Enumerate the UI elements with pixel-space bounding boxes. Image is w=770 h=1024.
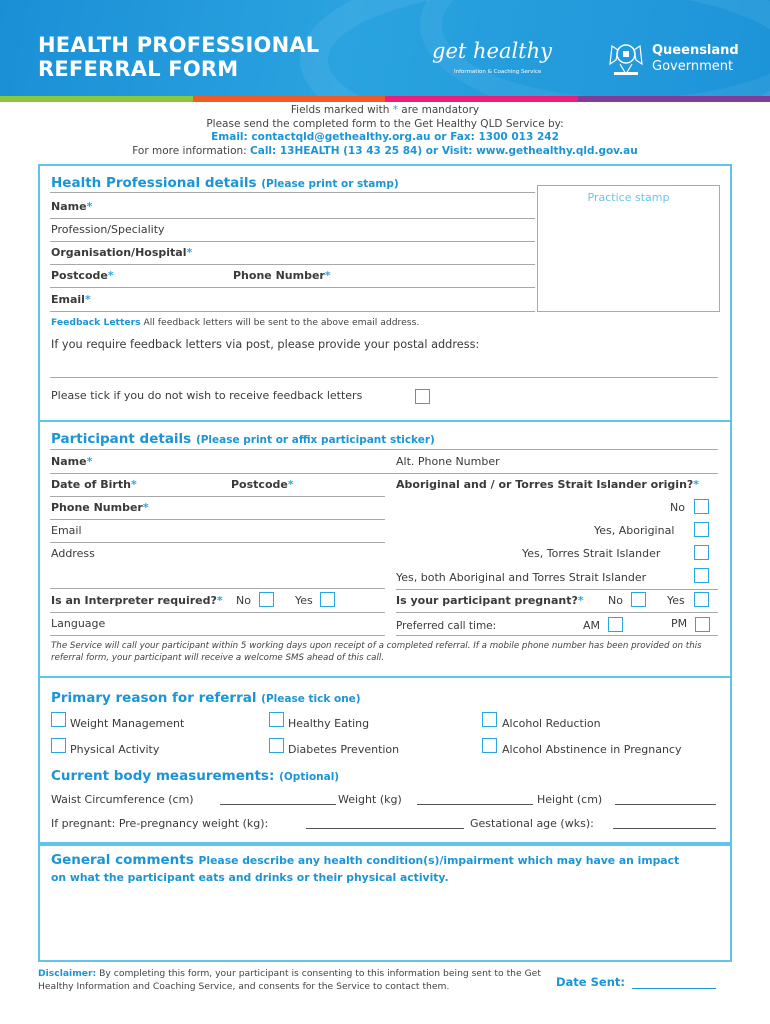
color-stripe	[0, 96, 770, 102]
physical-activity-checkbox[interactable]	[51, 738, 66, 753]
disclaimer: Disclaimer: By completing this form, your participant is consenting to this information being sent to the Get Healthy Information and Coaching Service, and consents for the Service to contact them.	[38, 968, 541, 992]
aboriginal-option-no: No	[670, 501, 685, 514]
participant-email-field[interactable]: Email	[51, 524, 82, 537]
hp-phone-field[interactable]: Phone Number*	[233, 269, 331, 282]
participant-name-field[interactable]: Name*	[51, 455, 93, 468]
healthy-eating-label: Healthy Eating	[288, 717, 370, 730]
tsi-yes-checkbox[interactable]	[694, 545, 709, 560]
height-label: Height (cm)	[537, 793, 603, 806]
comments-instructions: on what the participant eats and drinks or their physical activity.	[51, 871, 449, 884]
postal-address-prompt: If you require feedback letters via post, please provide your postal address:	[51, 338, 480, 351]
contact-phone-web: Call: 13HEALTH (13 43 25 84) or Visit: www.gethealthy.qld.gov.au	[250, 144, 638, 157]
interpreter-question: Is an Interpreter required?*	[51, 594, 223, 607]
service-call-note: The Service will call your participant within 5 working days upon receipt of a completed referral. If a mobile phone number has been provided on this referral form, your participant will receive a welcome SMS ahead of this call.	[51, 641, 702, 663]
physical-activity-label: Physical Activity	[70, 743, 160, 756]
alcohol-reduction-label: Alcohol Reduction	[502, 717, 601, 730]
dob-field[interactable]: Date of Birth*	[51, 478, 137, 491]
aboriginal-option-aboriginal: Yes, Aboriginal	[594, 524, 675, 537]
pregnant-yes-label: Yes	[667, 594, 685, 607]
alcohol-abstinence-label: Alcohol Abstinence in Pregnancy	[502, 743, 682, 756]
pregnant-no-label: No	[608, 594, 623, 607]
both-yes-checkbox[interactable]	[694, 568, 709, 583]
participant-address-field[interactable]: Address	[51, 547, 95, 560]
aboriginal-option-both: Yes, both Aboriginal and Torres Strait Islander	[396, 571, 647, 584]
pregnant-no-checkbox[interactable]	[631, 592, 646, 607]
participant-postcode-field[interactable]: Postcode*	[231, 478, 294, 491]
aboriginal-yes-checkbox[interactable]	[694, 522, 709, 537]
interpreter-no-label: No	[236, 594, 251, 607]
date-sent-label: Date Sent:	[556, 975, 625, 989]
interpreter-no-checkbox[interactable]	[259, 592, 274, 607]
alt-phone-field[interactable]: Alt. Phone Number	[396, 455, 500, 468]
language-field[interactable]: Language	[51, 617, 106, 630]
hp-email-field[interactable]: Email*	[51, 293, 91, 306]
section-title-comments: General comments Please describe any health condition(s)/impairment which may have an impact	[51, 852, 680, 868]
participant-phone-field[interactable]: Phone Number*	[51, 501, 149, 514]
hp-name-field[interactable]: Name*	[51, 200, 93, 213]
diabetes-prevention-checkbox[interactable]	[269, 738, 284, 753]
pm-label: PM	[671, 617, 688, 630]
hp-profession-field[interactable]: Profession/Speciality	[51, 223, 165, 236]
crest-icon	[606, 38, 646, 78]
section-title-health-professional: Health Professional details (Please print or stamp)	[51, 175, 399, 191]
no-feedback-checkbox[interactable]	[415, 389, 430, 404]
header-banner: HEALTH PROFESSIONAL REFERRAL FORM get healthy Information & Coaching Service Queensland Government	[0, 0, 770, 96]
form-title: HEALTH PROFESSIONAL REFERRAL FORM	[38, 33, 320, 81]
feedback-letters-note: Feedback Letters All feedback letters will be sent to the above email address.	[51, 317, 420, 328]
aboriginal-question: Aboriginal and / or Torres Strait Islander origin?*	[396, 478, 700, 491]
gestational-age-label: Gestational age (wks):	[470, 817, 594, 830]
weight-management-label: Weight Management	[70, 717, 185, 730]
alcohol-abstinence-checkbox[interactable]	[482, 738, 497, 753]
postal-address-line[interactable]	[50, 377, 718, 378]
hp-organisation-field[interactable]: Organisation/Hospital*	[51, 246, 193, 259]
alcohol-reduction-checkbox[interactable]	[482, 712, 497, 727]
contact-email-fax: Email: contactqld@gethealthy.org.au or Fax: 1300 013 242	[211, 131, 559, 143]
get-healthy-logo: get healthy Information & Coaching Service	[432, 39, 553, 75]
am-checkbox[interactable]	[608, 617, 623, 632]
no-feedback-label: Please tick if you do not wish to receive feedback letters	[51, 389, 363, 402]
hp-postcode-field[interactable]: Postcode*	[51, 269, 114, 282]
practice-stamp-area[interactable]: Practice stamp	[537, 185, 720, 312]
am-label: AM	[583, 619, 601, 632]
aboriginal-no-checkbox[interactable]	[694, 499, 709, 514]
prepregnancy-weight-input-line[interactable]	[306, 828, 464, 829]
instructions: Fields marked with * are mandatory Please send the completed form to the Get Healthy QLD Service by: Email: contactqld@gethealthy.org.au or Fax: 1300 013 242 For more information: Call: 13HEALTH (13 43 25 84) or Visit: www.gethealthy.qld.gov.au	[0, 104, 770, 158]
interpreter-yes-label: Yes	[295, 594, 313, 607]
aboriginal-option-tsi: Yes, Torres Strait Islander	[522, 547, 661, 560]
height-input-line[interactable]	[615, 804, 716, 805]
interpreter-yes-checkbox[interactable]	[320, 592, 335, 607]
section-title-referral: Primary reason for referral (Please tick one)	[51, 690, 361, 706]
section-title-participant: Participant details (Please print or affix participant sticker)	[51, 431, 435, 447]
pregnant-question: Is your participant pregnant?*	[396, 594, 584, 607]
pm-checkbox[interactable]	[695, 617, 710, 632]
healthy-eating-checkbox[interactable]	[269, 712, 284, 727]
weight-management-checkbox[interactable]	[51, 712, 66, 727]
waist-label: Waist Circumference (cm)	[51, 793, 194, 806]
diabetes-prevention-label: Diabetes Prevention	[288, 743, 400, 756]
weight-label: Weight (kg)	[338, 793, 402, 806]
waist-input-line[interactable]	[220, 804, 336, 805]
pregnant-yes-checkbox[interactable]	[694, 592, 709, 607]
call-time-label: Preferred call time:	[396, 620, 497, 632]
weight-input-line[interactable]	[417, 804, 533, 805]
gestational-age-input-line[interactable]	[613, 828, 716, 829]
date-sent-input-line[interactable]	[632, 988, 716, 989]
prepregnancy-weight-label: If pregnant: Pre-pregnancy weight (kg):	[51, 817, 269, 830]
section-title-measurements: Current body measurements: (Optional)	[51, 768, 340, 784]
